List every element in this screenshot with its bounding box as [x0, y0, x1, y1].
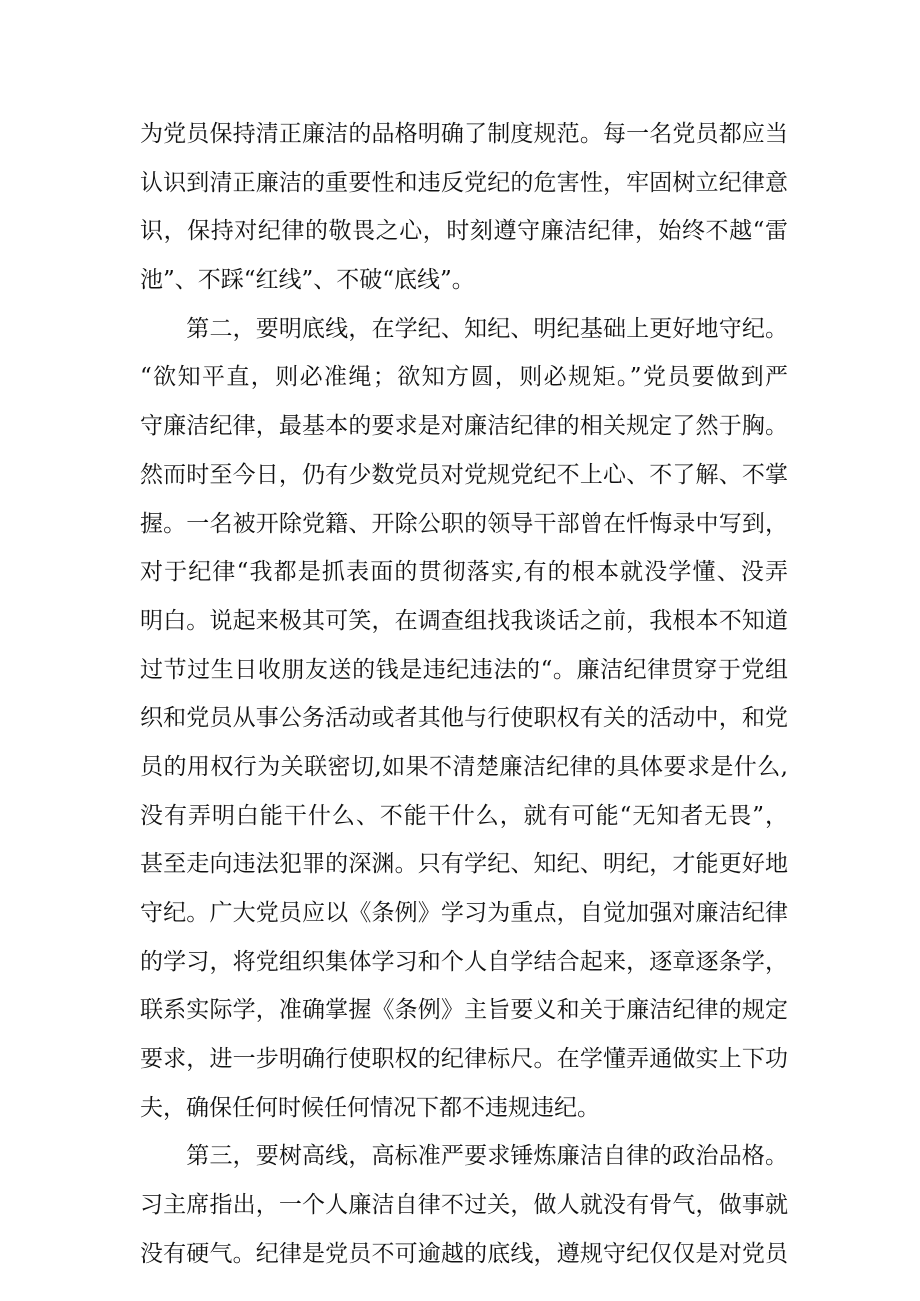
text-line: 的学习，将党组织集体学习和个人自学结合起来，逐章逐条学，: [140, 948, 788, 975]
text-line: 甚至走向违法犯罪的深渊。只有学纪、知纪、明纪，才能更好地: [140, 851, 788, 878]
text-line: 认识到清正廉洁的重要性和违反党纪的危害性，牢固树立纪律意: [140, 169, 788, 196]
text-line: 握。一名被开除党籍、开除公职的领导干部曾在忏悔录中写到，: [140, 510, 788, 537]
text-line: 没有硬气。纪律是党员不可逾越的底线，遵规守纪仅仅是对党员: [140, 1240, 788, 1267]
text-line: 对于纪律“我都是抓表面的贯彻落实,有的根本就没学懂、没弄: [140, 559, 788, 586]
text-line: 夫，确保任何时候任何情况下都不违规违纪。: [140, 1094, 600, 1121]
text-line: 池”、不踩“红线”、不破“底线”。: [140, 267, 475, 294]
text-line: 没有弄明白能干什么、不能干什么，就有可能“无知者无畏”，: [140, 802, 788, 829]
text-line: 为党员保持清正廉洁的品格明确了制度规范。每一名党员都应当: [140, 121, 788, 147]
text-line: 第三，要树高线，高标准严要求锤炼廉洁自律的政治品格。: [140, 1143, 788, 1170]
text-line: 守廉洁纪律，最基本的要求是对廉洁纪律的相关规定了然于胸。: [140, 413, 788, 440]
text-line: 习主席指出，一个人廉洁自律不过关，做人就没有骨气，做事就: [140, 1192, 788, 1219]
text-line: 联系实际学，准确掌握《条例》主旨要义和关于廉洁纪律的规定: [140, 997, 788, 1024]
text-line: 识，保持对纪律的敬畏之心，时刻遵守廉洁纪律，始终不越“雷: [140, 218, 788, 245]
text-line: 织和党员从事公务活动或者其他与行使职权有关的活动中，和党: [140, 705, 788, 732]
text-line: 过节过生日收朋友送的钱是违纪违法的“。廉洁纪律贯穿于党组: [140, 656, 788, 683]
text-line: “欲知平直，则必准绳；欲知方圆，则必规矩。”党员要做到严: [140, 364, 788, 391]
text-line: 员的用权行为关联密切,如果不清楚廉洁纪律的具体要求是什么,: [140, 753, 788, 780]
text-line: 第二，要明底线，在学纪、知纪、明纪基础上更好地守纪。: [140, 315, 788, 342]
document-body: [140, 110, 788, 1279]
text-line: 要求，进一步明确行使职权的纪律标尺。在学懂弄通做实上下功: [140, 1046, 788, 1073]
text-line: 守纪。广大党员应以《条例》学习为重点，自觉加强对廉洁纪律: [140, 900, 788, 926]
text-line: 明白。说起来极其可笑，在调查组找我谈话之前，我根本不知道: [140, 607, 788, 634]
text-line: 然而时至今日，仍有少数党员对党规党纪不上心、不了解、不掌: [140, 461, 788, 488]
